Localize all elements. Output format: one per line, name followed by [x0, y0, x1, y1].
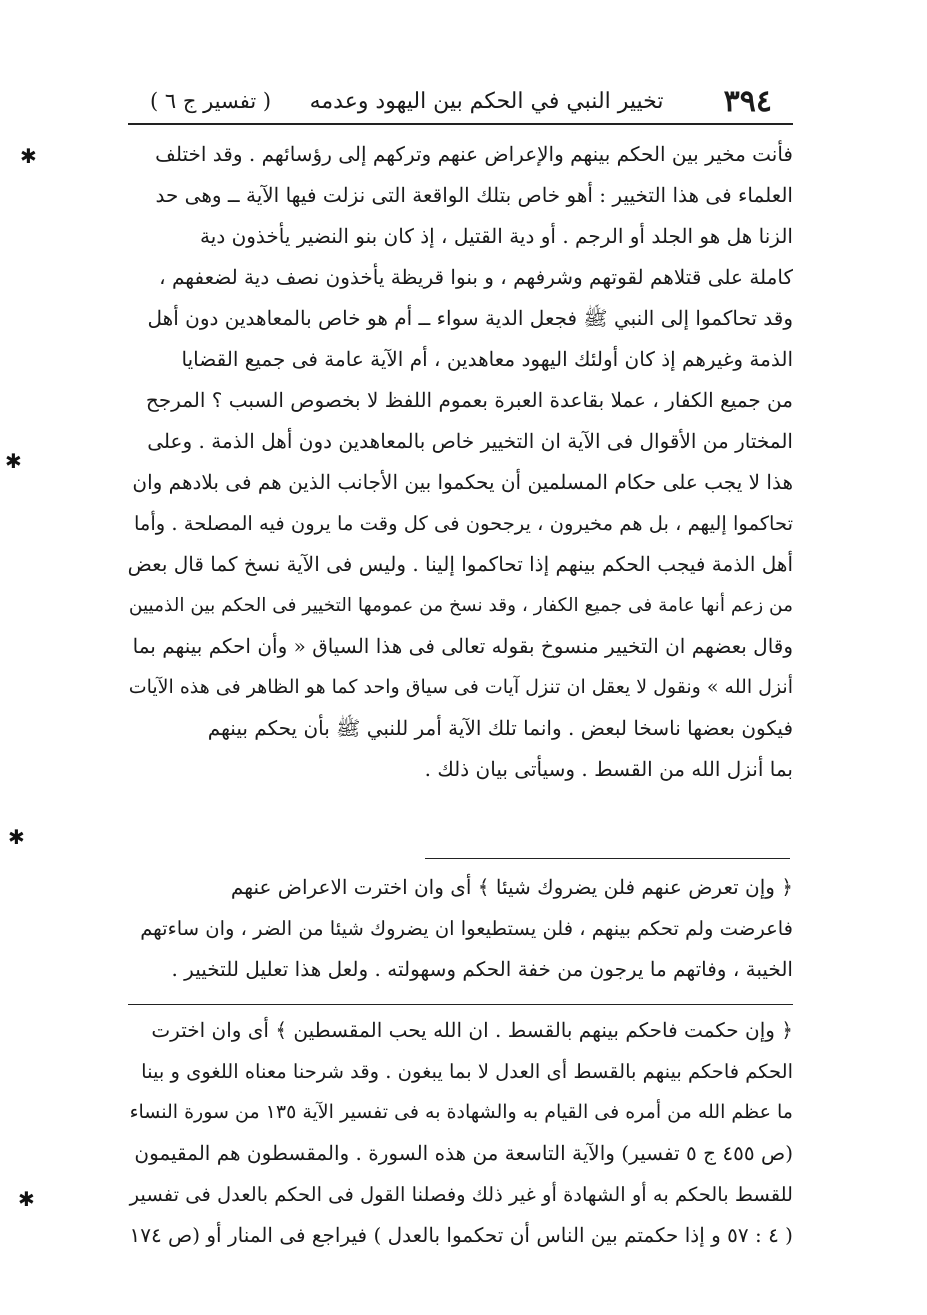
text-line: بما أنزل الله من القسط . وسيأتى بيان ذلك .: [424, 757, 793, 781]
text-line: الخيبة ، وفاتهم ما يرجون من خفة الحكم وسهولته . ولعل هذا تعليل للتخيير .: [171, 957, 793, 981]
text-line: ﴿ وإن تعرض عنهم فلن يضروك شيئا ﴾ أى وان اخترت الاعراض عنهم: [230, 875, 793, 899]
text-line: ( ٤ : ٥٧ و إذا حكمتم بين الناس أن تحكموا بالعدل ) فيراجع فى المنار أو (ص ١٧٤: [129, 1223, 793, 1247]
text-line: ﴿ وإن حكمت فاحكم بينهم بالقسط . ان الله يحب المقسطين ﴾ أى وان اخترت: [151, 1018, 793, 1042]
text-line: المختار من الأقوال فى الآية ان التخيير خاص بالمعاهدين دون أهل الذمة . وعلى: [147, 429, 793, 453]
text-line: وقد تحاكموا إلى النبي ﷺ فجعل الدية سواء ــ أم هو خاص بالمعاهدين دون أهل: [147, 306, 793, 330]
text-line: الحكم فاحكم بينهم بالقسط أى العدل لا بما يبغون . وقد شرحنا معناه اللغوى و بينا: [141, 1060, 793, 1083]
text-line: من جميع الكفار ، عملا بقاعدة العبرة بعموم اللفظ لا بخصوص السبب ؟ المرجح: [145, 388, 793, 412]
header-rule: [128, 123, 793, 125]
text-line: أنزل الله » ونقول لا يعقل ان تنزل آيات فى سياق واحد كما هو الظاهر فى هذه الآيات: [128, 676, 793, 698]
text-line: وقال بعضهم ان التخيير منسوخ بقوله تعالى فى هذا السياق « وأن احكم بينهم بما: [132, 634, 793, 658]
text-line: تحاكموا إليهم ، بل هم مخيرون ، يرجحون فى كل وقت ما يرون فيه المصلحة . وأما: [133, 512, 793, 535]
text-line: هذا لا يجب على حكام المسلمين أن يحكموا بين الأجانب الذين هم فى بلادهم وان: [132, 470, 793, 494]
margin-mark-icon: ✱: [5, 449, 22, 473]
margin-mark-icon: ✱: [18, 1187, 35, 1211]
text-line: فأنت مخير بين الحكم بينهم والإعراض عنهم وتركهم إلى رؤسائهم . وقد اختلف: [155, 142, 793, 166]
text-line: (ص ٤٥٥ ج ٥ تفسير) والآية التاسعة من هذه السورة . والمقسطون هم المقيمون: [134, 1141, 793, 1165]
running-title: تخيير النبي في الحكم بين اليهود وعدمه: [309, 88, 664, 114]
text-line: من زعم أنها عامة فى جميع الكفار ، وقد نسخ من عمومها التخيير فى الحكم بين الذميين: [128, 595, 793, 616]
text-line: للقسط بالحكم به أو الشهادة أو غير ذلك وفصلنا القول فى الحكم بالعدل فى تفسير: [129, 1183, 793, 1206]
section-divider: [425, 858, 790, 859]
paragraph-3: [128, 1010, 793, 1256]
volume-reference: ( تفسير ج ٦ ): [150, 89, 272, 113]
page-header: [150, 80, 772, 122]
section-divider: [128, 1004, 793, 1005]
margin-mark-icon: ✱: [20, 144, 37, 168]
text-line: ما عظم الله من أمره فى القيام به والشهادة به فى تفسير الآية ١٣٥ من سورة النساء: [129, 1101, 793, 1123]
text-line: فيكون بعضها ناسخا لبعض . وانما تلك الآية أمر للنبي ﷺ بأن يحكم بينهم: [207, 716, 793, 740]
text-line: فاعرضت ولم تحكم بينهم ، فلن يستطيعوا ان يضروك شيئا من الضر ، وان ساءتهم: [140, 917, 793, 940]
margin-mark-icon: ✱: [8, 825, 25, 849]
paragraph-2: [128, 867, 793, 990]
text-line: الزنا هل هو الجلد أو الرجم . أو دية القتيل ، إذ كان بنو النضير يأخذون دية: [200, 224, 793, 248]
text-line: كاملة على قتلاهم لقوتهم وشرفهم ، و بنوا قريظة يأخذون نصف دية لضعفهم ،: [159, 265, 793, 289]
paragraph-1: [128, 134, 793, 790]
text-line: الذمة وغيرهم إذ كان أولئك اليهود معاهدين ، أم الآية عامة فى جميع القضايا: [181, 347, 793, 371]
text-line: أهل الذمة فيجب الحكم بينهم إذا تحاكموا إلينا . وليس فى الآية نسخ كما قال بعض: [128, 552, 793, 576]
text-line: العلماء فى هذا التخيير : أهو خاص بتلك الواقعة التى نزلت فيها الآية ــ وهى حد: [155, 183, 793, 207]
page-number: ٣٩٤: [723, 83, 772, 119]
